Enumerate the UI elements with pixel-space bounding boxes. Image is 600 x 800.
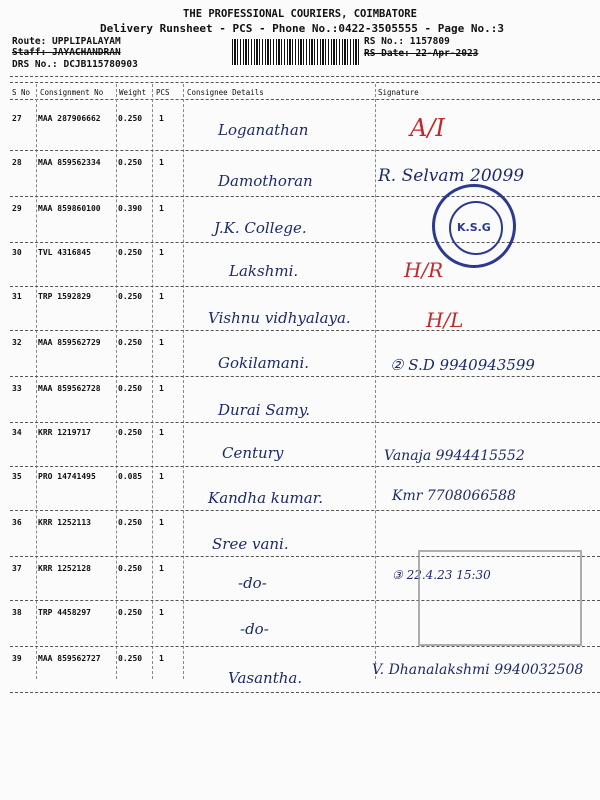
row-consignment-no: MAA 859860100 [38, 204, 101, 213]
row-sno: 32 [12, 338, 22, 347]
row-sno: 31 [12, 292, 22, 301]
col-pcs: PCS [156, 88, 170, 97]
row-consignment-no: MAA 859562729 [38, 338, 101, 347]
row-pcs: 1 [159, 608, 164, 617]
row-signature: A/I [410, 114, 445, 142]
row-sno: 27 [12, 114, 22, 123]
row-consignment-no: MAA 287906662 [38, 114, 101, 123]
row-signature: V. Dhanalakshmi 9940032508 [372, 662, 584, 678]
row-consignee: -do- [238, 574, 267, 592]
drs-number: DRS No.: DCJB115780903 [12, 59, 138, 70]
row-divider [10, 286, 600, 287]
row-signature: H/L [426, 308, 464, 332]
row-consignment-no: KRR 1252113 [38, 518, 91, 527]
row-pcs: 1 [159, 338, 164, 347]
row-weight: 0.250 [118, 518, 143, 527]
row-pcs: 1 [159, 292, 164, 301]
row-divider [10, 466, 600, 467]
row-sno: 33 [12, 384, 22, 393]
row-signature: Kmr 7708066588 [392, 488, 516, 504]
company-title: THE PROFESSIONAL COURIERS, COIMBATORE [183, 8, 417, 20]
row-sno: 37 [12, 564, 22, 573]
row-weight: 0.250 [118, 114, 143, 123]
row-pcs: 1 [159, 654, 164, 663]
row-consignee: Loganathan [218, 121, 309, 139]
row-divider [10, 692, 600, 693]
row-sno: 38 [12, 608, 22, 617]
row-sno: 30 [12, 248, 22, 257]
col-sep [183, 84, 184, 679]
row-consignee: Vasantha. [228, 669, 303, 687]
row-signature: H/R [404, 258, 444, 282]
row-pcs: 1 [159, 158, 164, 167]
row-weight: 0.250 [118, 292, 143, 301]
row-weight: 0.250 [118, 384, 143, 393]
row-weight: 0.085 [118, 472, 143, 481]
college-seal-stamp: K.S.G [432, 184, 516, 268]
row-weight: 0.250 [118, 158, 143, 167]
row-pcs: 1 [159, 428, 164, 437]
row-consignment-no: MAA 859562728 [38, 384, 101, 393]
row-signature: Vanaja 9944415552 [384, 448, 525, 464]
row-divider [10, 646, 600, 647]
row-consignee: Damothoran [218, 172, 313, 190]
row-divider [10, 150, 600, 151]
row-consignee: Kandha kumar. [208, 489, 323, 507]
row-weight: 0.250 [118, 564, 143, 573]
row-sno: 29 [12, 204, 22, 213]
col-consignment: Consignment No [40, 88, 104, 97]
col-signature: Signature [378, 88, 419, 97]
row-pcs: 1 [159, 248, 164, 257]
runsheet-subtitle: Delivery Runsheet - PCS - Phone No.:0422-3505555 - Page No.:3 [100, 22, 504, 35]
row-consignment-no: MAA 859562727 [38, 654, 101, 663]
row-pcs: 1 [159, 114, 164, 123]
row-divider [10, 196, 600, 197]
row-weight: 0.390 [118, 204, 143, 213]
col-sep [152, 84, 153, 679]
row-signature: ② S.D 9940943599 [390, 356, 535, 374]
row-divider [10, 376, 600, 377]
row-weight: 0.250 [118, 428, 143, 437]
row-divider [10, 510, 600, 511]
row-divider [10, 330, 600, 331]
row-consignment-no: KRR 1219717 [38, 428, 91, 437]
col-sep [375, 84, 376, 679]
col-sep [36, 84, 37, 679]
row-consignee: Gokilamani. [218, 354, 310, 372]
row-signature: ③ 22.4.23 15:30 [392, 568, 491, 582]
parcel-office-stamp [418, 550, 582, 646]
col-sep [116, 84, 117, 679]
row-weight: 0.250 [118, 608, 143, 617]
row-consignment-no: KRR 1252128 [38, 564, 91, 573]
row-sno: 36 [12, 518, 22, 527]
row-consignee: Vishnu vidhyalaya. [208, 309, 351, 327]
row-sno: 34 [12, 428, 22, 437]
header-divider-1 [10, 76, 600, 77]
row-consignee: Lakshmi. [229, 262, 299, 280]
row-sno: 39 [12, 654, 22, 663]
rs-number: RS No.: 1157809 [364, 36, 450, 47]
col-weight: Weight [119, 88, 147, 97]
row-pcs: 1 [159, 518, 164, 527]
row-pcs: 1 [159, 384, 164, 393]
col-consignee: Consignee Details [187, 88, 264, 97]
row-consignment-no: PRO 14741495 [38, 472, 96, 481]
row-consignment-no: TRP 1592829 [38, 292, 91, 301]
row-consignee: J.K. College. [214, 219, 307, 237]
row-sno: 35 [12, 472, 22, 481]
barcode [232, 39, 360, 65]
header-divider-2 [10, 82, 600, 83]
row-weight: 0.250 [118, 338, 143, 347]
rs-date: RS Date: 22-Apr-2023 [364, 48, 479, 59]
row-weight: 0.250 [118, 654, 143, 663]
staff-label: Staff: JAYACHANDRAN [12, 47, 121, 58]
row-consignee: Sree vani. [212, 535, 289, 553]
row-consignee: -do- [240, 620, 269, 638]
route-label: Route: UPPLIPALAYAM [12, 36, 121, 47]
row-consignee: Durai Samy. [218, 401, 311, 419]
row-pcs: 1 [159, 204, 164, 213]
row-signature: R. Selvam 20099 [378, 166, 525, 186]
row-consignee: Century [222, 444, 284, 462]
row-weight: 0.250 [118, 248, 143, 257]
row-consignment-no: MAA 859562334 [38, 158, 101, 167]
row-divider [10, 422, 600, 423]
row-consignment-no: TRP 4458297 [38, 608, 91, 617]
row-sno: 28 [12, 158, 22, 167]
row-consignment-no: TVL 4316845 [38, 248, 91, 257]
row-pcs: 1 [159, 564, 164, 573]
row-pcs: 1 [159, 472, 164, 481]
col-sno: S No [12, 88, 31, 97]
colhdr-divider [10, 99, 600, 100]
